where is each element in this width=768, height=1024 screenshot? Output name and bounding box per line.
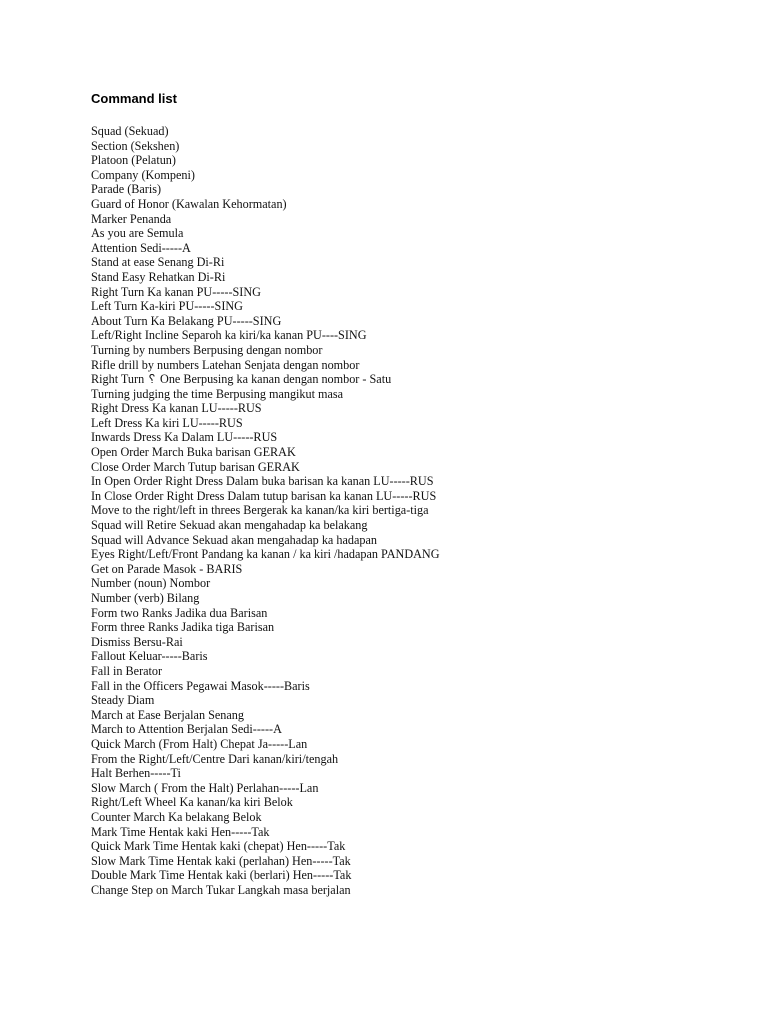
command-line: Guard of Honor (Kawalan Kehormatan): [91, 196, 287, 211]
command-line: Eyes Right/Left/Front Pandang ka kanan / ka kiri /hadapan PANDANG: [91, 547, 440, 562]
command-line: Quick Mark Time Hentak kaki (chepat) Hen-----Tak: [91, 839, 346, 854]
command-line: Number (verb) Bilang: [91, 591, 200, 605]
command-line: Get on Parade Masok - BARIS: [91, 561, 243, 576]
command-line: In Open Order Right Dress Dalam buka barisan ka kanan LU-----RUS: [91, 474, 434, 489]
command-line: Quick March (From Halt) Chepat Ja-----Lan: [91, 736, 308, 751]
command-line: Right Dress Ka kanan LU-----RUS: [91, 401, 262, 416]
command-line: Close Order March Tutup barisan GERAK: [91, 459, 300, 474]
command-line: Form three Ranks Jadika tiga Barisan: [91, 620, 275, 635]
command-line: March to Attention Berjalan Sedi-----A: [91, 722, 282, 737]
command-line: Stand Easy Rehatkan Di-Ri: [91, 269, 226, 284]
command-line: Halt Berhen-----Ti: [91, 766, 181, 781]
command-line: Form two Ranks Jadika dua Barisan: [91, 605, 268, 620]
command-line: Parade (Baris): [91, 182, 162, 197]
command-line: Fall in the Officers Pegawai Masok-----Baris: [91, 678, 310, 693]
command-line: About Turn Ka Belakang PU-----SING: [91, 313, 282, 328]
command-line: Turning judging the time Berpusing mangikut masa: [91, 386, 344, 401]
command-line: Left Turn Ka-kiri PU-----SING: [91, 299, 243, 314]
command-line: Steady Diam: [91, 693, 155, 708]
command-line: Left/Right Incline Separoh ka kiri/ka kanan PU----SING: [91, 328, 367, 343]
command-line: Company (Kompeni): [91, 167, 195, 182]
command-line: Counter March Ka belakang Belok: [91, 809, 262, 824]
command-list: [91, 124, 728, 897]
command-line: Dismiss Bersu-Rai: [91, 634, 183, 649]
command-line: Double Mark Time Hentak kaki (berlari) Hen-----Tak: [91, 868, 352, 883]
command-line: Marker Penanda: [91, 211, 172, 226]
command-line: Mark Time Hentak kaki Hen-----Tak: [91, 824, 270, 839]
page-title: Command list: [91, 91, 177, 106]
command-line: Platoon (Pelatun): [91, 153, 176, 168]
command-line: Fallout Keluar-----Baris: [91, 649, 208, 664]
command-line: Stand at ease Senang Di-Ri: [91, 255, 225, 270]
command-line: As you are Semula: [91, 226, 184, 241]
command-line: Section (Sekshen): [91, 138, 180, 153]
command-line: March at Ease Berjalan Senang: [91, 707, 244, 722]
command-line: Fall in Berator: [91, 663, 163, 678]
command-line: Right/Left Wheel Ka kanan/ka kiri Belok: [91, 795, 293, 810]
command-line: Right Turn ␦ One Berpusing ka kanan dengan nombor - Satu: [91, 372, 392, 387]
command-line: Squad will Advance Sekuad akan mengahadap ka hadapan: [91, 532, 377, 547]
command-line: Attention Sedi-----A: [91, 240, 191, 255]
command-line: Turning by numbers Berpusing dengan nombor: [91, 342, 323, 357]
command-line: Squad (Sekuad): [91, 124, 169, 138]
command-line: Inwards Dress Ka Dalam LU-----RUS: [91, 430, 278, 445]
command-line: From the Right/Left/Centre Dari kanan/kiri/tengah: [91, 751, 339, 766]
command-line: Right Turn Ka kanan PU-----SING: [91, 284, 261, 299]
command-line: Open Order March Buka barisan GERAK: [91, 445, 296, 460]
command-line: Slow March ( From the Halt) Perlahan-----Lan: [91, 780, 319, 795]
command-line: Number (noun) Nombor: [91, 576, 211, 591]
command-line: In Close Order Right Dress Dalam tutup barisan ka kanan LU-----RUS: [91, 488, 437, 503]
command-line: Slow Mark Time Hentak kaki (perlahan) Hen-----Tak: [91, 853, 351, 868]
command-line: Squad will Retire Sekuad akan mengahadap ka belakang: [91, 518, 368, 533]
command-line: Rifle drill by numbers Latehan Senjata dengan nombor: [91, 357, 360, 372]
command-line: Change Step on March Tukar Langkah masa berjalan: [91, 882, 351, 897]
command-line: Move to the right/left in threes Bergerak ka kanan/ka kiri bertiga-tiga: [91, 503, 429, 518]
document-body: [91, 90, 728, 897]
command-line: Left Dress Ka kiri LU-----RUS: [91, 415, 243, 430]
